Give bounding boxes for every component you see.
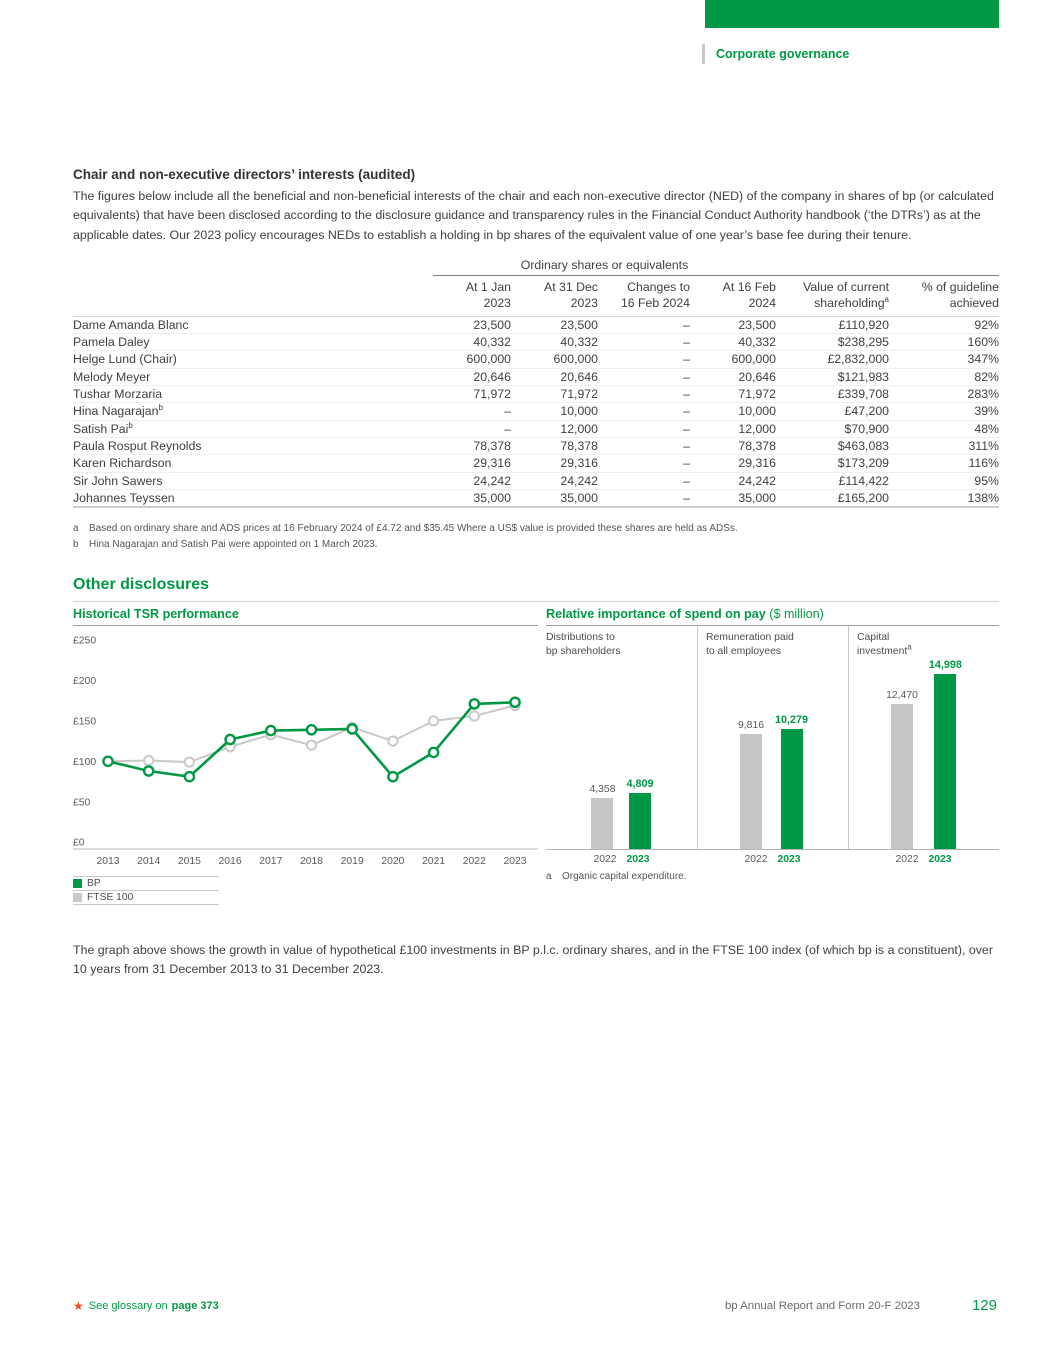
director-name: Paula Rosput Reynolds [73,437,433,454]
table-cell: $463,083 [776,437,889,454]
section-divider [702,44,705,64]
table-cell: 24,242 [433,472,511,489]
footnote [73,537,999,553]
y-axis-tick: £100 [73,756,97,768]
table-cell: 48% [889,420,999,437]
director-name: Satish Pai$^b$ [73,420,433,437]
footnote [73,521,999,537]
bar-column [929,659,962,849]
table-cell: 29,316 [690,455,776,472]
table-cell: 39% [889,403,999,420]
year-label-group [848,850,999,865]
y-axis-tick: £150 [73,716,97,728]
director-name: Dame Amanda Blanc [73,317,189,332]
director-name: Karen Richardson [73,455,433,472]
table-cell: £339,708 [776,386,889,403]
bar-2023 [934,674,956,849]
table-row [73,437,999,454]
table-row [73,368,999,385]
year-label: 2022 [895,854,919,866]
other-disclosures-heading: Other disclosures [73,576,210,594]
table-row [73,489,999,507]
table-row [73,420,999,437]
data-point-marker [144,767,153,776]
series-line-bp [108,702,515,776]
year-label-group [697,850,848,865]
director-name: Helge Lund (Chair) [73,351,433,368]
spanner-spacer [73,258,433,276]
table-cell: 12,000 [511,420,598,437]
table-cell: 24,242 [511,472,598,489]
page-footer [73,1297,997,1314]
bar-value-label: 12,470 [886,690,918,702]
page-number: 129 [971,1297,997,1314]
year-label: 2023 [626,854,650,866]
pay-year-labels [546,850,999,865]
spanner-rule [776,258,999,276]
table-footnotes [73,521,999,552]
pay-chart-footnote [546,871,999,882]
bar-column [626,778,653,849]
bar-pair [698,714,848,849]
table-cell: 40,332 [511,334,598,351]
y-axis-tick: £200 [73,676,97,688]
table-row [73,334,999,351]
bar-pair [546,778,697,849]
x-axis-tick: 2015 [177,856,201,868]
table-cell: 35,000 [433,489,511,507]
bar-2023 [629,793,651,849]
bar-column [886,690,918,849]
table-cell: 138% [889,489,999,507]
table-cell: – [598,472,690,489]
bar-column [589,784,615,849]
glossary-page-link[interactable]: page 373 [171,1299,219,1312]
table-spanner-row [73,258,999,276]
table-cell: 92% [974,317,999,332]
footnote-marker: b [73,538,79,550]
table-cell: $121,983 [776,368,889,385]
table-cell: 10,000 [690,403,776,420]
y-axis-tick: £50 [73,797,91,809]
year-label-group [546,850,697,865]
table-cell: 23,500 [473,317,511,332]
pay-footnote-text: Organic capital expenditure. [562,871,687,883]
pay-panel [546,626,697,849]
main-content [73,167,999,980]
data-point-marker [103,757,112,766]
table-row [73,472,999,489]
x-axis-tick: 2014 [137,856,161,868]
director-name: Sir John Sawers [73,472,433,489]
data-point-marker [348,725,357,734]
table-cell: 82% [889,368,999,385]
data-point-marker [429,748,438,757]
pay-panel [848,626,999,849]
table-cell: – [598,368,690,385]
report-title: bp Annual Report and Form 20-F 2023 [724,1299,920,1312]
bar-pair [849,659,999,849]
table-cell: 12,000 [690,420,776,437]
table-cell: 20,646 [511,368,598,385]
legend-swatch [73,879,82,888]
table-cell: – [598,386,690,403]
column-header: At 31 Dec 2023 [511,275,598,316]
directors-interests-table [73,258,999,508]
table-cell: £165,200 [776,489,889,507]
tsr-line-chart [73,626,538,870]
x-axis-tick: 2023 [503,856,527,868]
pay-chart-title [546,607,999,626]
pay-chart-title-main: Relative importance of spend on pay [546,607,766,622]
charts-row [73,607,999,905]
data-point-marker [388,737,397,746]
x-axis-tick: 2018 [299,856,324,868]
year-label: 2023 [928,854,952,866]
table-cell: 283% [889,386,999,403]
data-point-marker [144,756,153,765]
pay-panels [546,626,999,850]
table-cell: £47,200 [776,403,889,420]
directors-interests-heading: Chair and non-executive directors’ interests (audited) [73,167,416,182]
bar-column [775,714,808,849]
legend-item [73,890,219,905]
pay-panel [697,626,848,849]
bar-value-label: 9,816 [737,720,764,732]
data-point-marker [429,716,438,725]
table-cell: 40,332 [433,334,511,351]
table-row [73,351,999,368]
table-cell: 600,000 [690,351,776,368]
table-cell: 78,378 [690,437,776,454]
bar-value-label: 4,358 [589,784,616,796]
x-axis-tick: 2019 [340,856,364,868]
table-cell: 29,316 [511,455,598,472]
directors-table-head [73,258,999,317]
table-cell: 35,000 [690,489,776,507]
pay-chart-title-suffix: ($ million) [765,607,824,622]
table-cell: – [598,455,690,472]
bar-2022 [891,704,913,849]
legend-item [73,876,219,890]
table-cell: – [598,420,690,437]
table-cell: – [598,403,690,420]
data-point-marker [307,725,316,734]
spend-on-pay-chart [546,607,999,905]
bar-column [738,720,764,849]
star-icon: ★ [73,1298,84,1313]
data-point-marker [470,712,479,721]
x-axis-tick: 2017 [259,856,283,868]
glossary-note [73,1299,219,1313]
footer-right [725,1297,997,1314]
table-cell: 23,500 [560,317,598,332]
year-label: 2022 [593,854,617,866]
director-name: Johannes Teyssen [73,489,433,507]
table-cell: – [433,420,511,437]
pay-panel-label: Capital investment$^a$ [857,632,912,657]
column-header: At 1 Jan 2023 [433,275,511,316]
table-cell: 10,000 [511,403,598,420]
table-cell: 29,316 [433,455,511,472]
table-cell: 23,500 [738,317,776,332]
table-cell: 600,000 [511,351,598,368]
data-point-marker [510,698,519,707]
table-row [73,316,999,333]
director-name: Hina Nagarajan$^b$ [73,403,433,420]
table-cell: – [598,437,690,454]
x-axis-tick: 2016 [218,856,242,868]
legend-label: BP [87,878,101,890]
legend-swatch [73,893,82,902]
footnote-marker: a [73,523,79,535]
directors-table-body [73,316,999,507]
table-header-row [73,275,999,316]
bar-value-label: 14,998 [928,659,962,672]
data-point-marker [226,735,235,744]
table-row [73,386,999,403]
table-cell: 71,972 [690,386,776,403]
column-header: % of guideline achieved [889,275,999,316]
table-cell: $70,900 [776,420,889,437]
table-cell: 600,000 [433,351,511,368]
data-point-marker [185,772,194,781]
table-cell: 24,242 [690,472,776,489]
pay-footnote-marker: a [546,871,552,883]
director-name: Pamela Daley [73,334,433,351]
table-cell: – [598,489,690,507]
data-point-marker [470,699,479,708]
table-cell: 347% [889,351,999,368]
table-cell: 311% [889,437,999,454]
column-header: Changes to 16 Feb 2024 [598,275,690,316]
year-label: 2023 [777,854,801,866]
table-cell: – [598,351,690,368]
y-axis-tick: £0 [73,837,85,849]
footnote-text: Based on ordinary share and ADS prices at 16 February 2024 of £4.72 and $35.45 Where a US$ value is provided these shares are held as ADSs. [89,523,738,535]
bar-2022 [591,798,613,849]
director-name: Melody Meyer [73,368,433,385]
x-axis-tick: 2020 [381,856,405,868]
data-point-marker [388,772,397,781]
section-color-bar [705,0,999,28]
data-point-marker [266,726,275,735]
table-spanner-label: Ordinary shares or equivalents [433,258,776,276]
y-axis-tick: £250 [73,635,97,647]
x-axis-tick: 2013 [96,856,120,868]
table-cell: 40,332 [690,334,776,351]
table-cell: 20,646 [690,368,776,385]
table-cell: – [433,403,511,420]
section-label: Corporate governance [716,47,850,61]
x-axis-tick: 2021 [422,856,446,868]
table-cell: £2,832,000 [776,351,889,368]
legend-label: FTSE 100 [87,892,134,904]
tsr-chart [73,607,538,905]
tsr-legend [73,876,219,905]
table-cell: 95% [889,472,999,489]
section-header [702,44,849,64]
director-name: Tushar Morzaria [73,386,433,403]
table-cell: 20,646 [433,368,511,385]
bar-2022 [740,734,762,849]
table-row [73,403,999,420]
table-cell: $238,295 [776,334,889,351]
table-cell: 160% [889,334,999,351]
year-label: 2022 [744,854,768,866]
graph-note: The graph above shows the growth in value of hypothetical £100 investments in BP p.l.c. ordinary shares, and in the FTSE 100 index (of which bp is a constituent), over 10 years from 31 December 2013 to 31 December 2023. [73,943,993,977]
table-cell: 35,000 [511,489,598,507]
directors-interests-body: The figures below include all the beneficial and non-beneficial interests of the chair and each non-executive director (NED) of the company in shares of bp (or calculated equivalents) that have been disclosed according to the disclosure guidance and transparency rules in the Financial Conduct Authority handbook (‘the DTRs’) as at the applicable dates. Our 2023 policy encourages NEDs to establish a holding in bp shares of the equivalent value of one year’s base fee during their tenure. [73,189,994,242]
bar-2023 [781,729,803,849]
table-cell: 116% [889,455,999,472]
table-row [73,455,999,472]
footnote-text: Hina Nagarajan and Satish Pai were appointed on 1 March 2023. [89,538,378,550]
bar-value-label: 4,809 [626,778,654,791]
glossary-text: See glossary on [88,1299,168,1312]
tsr-chart-title: Historical TSR performance [73,607,538,626]
table-cell: 71,972 [511,386,598,403]
table-cell: 78,378 [433,437,511,454]
table-cell: – [598,334,690,351]
table-cell: – [683,317,690,332]
table-cell: 78,378 [511,437,598,454]
table-cell: £114,422 [776,472,889,489]
table-cell: 71,972 [433,386,511,403]
data-point-marker [307,741,316,750]
table-cell: $173,209 [776,455,889,472]
column-header: Value of current shareholding$^a$ [776,275,889,316]
column-header: At 16 Feb 2024 [690,275,776,316]
pay-panel-label: Distributions to bp shareholders [546,632,621,657]
bar-value-label: 10,279 [774,714,809,727]
table-cell: £110,920 [838,317,889,332]
x-axis-tick: 2022 [462,856,486,868]
data-point-marker [185,758,194,767]
name-column-header [73,275,433,316]
section-rule [73,601,999,602]
pay-panel-label: Remuneration paid to all employees [706,632,794,657]
